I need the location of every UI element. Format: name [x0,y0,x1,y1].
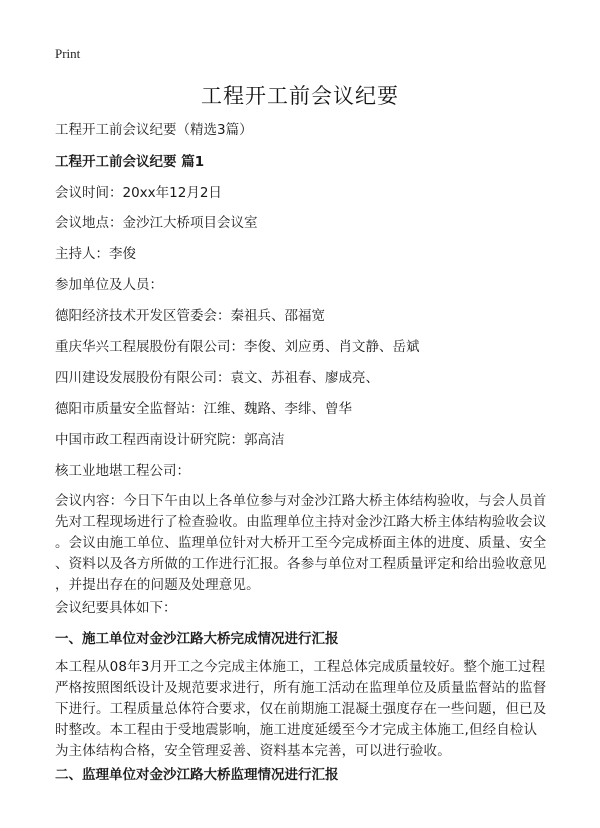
section-heading: 一、施工单位对金沙江路大桥完成情况进行汇报 [55,631,339,647]
participant-line: 核工业地堪工程公司： [55,463,190,479]
construction-report-paragraph [55,657,550,762]
meeting-time: 会议时间：20xx年12月2日 [55,185,222,201]
paragraph-line: 为主体结构合格，安全管理妥善、资料基本完善，可以进行验收。 [55,743,451,759]
meeting-place: 会议地点：金沙江大桥项目会议室 [55,215,258,231]
print-label: Print [55,46,81,61]
paragraph-line: 、资料以及各方所做的工作进行汇报。各参与单位对工程质量评定和给出验收意见 [55,556,547,572]
paragraph-line: ，并提出存在的问题及处理意见。 [55,577,260,593]
paragraph-line: 本工程从08年3月开工之今完成主体施工，工程总体完成质量较好。整个施工过程 [55,659,546,675]
page-title: 工程开工前会议纪要 [201,84,399,108]
meeting-host: 主持人：李俊 [55,246,136,262]
participant-line: 德阳经济技术开发区管委会：秦祖兵、邵福宽 [55,308,325,324]
participant-line: 德阳市质量安全监督站：江维、魏路、李绯、曾华 [55,401,352,417]
section-title: 工程开工前会议纪要 篇1 [55,154,205,170]
paragraph-line: 先对工程现场进行了检查验收。由监理单位主持对金沙江路大桥主体结构验收会议 [55,514,547,530]
participant-line: 四川建设发展股份有限公司：袁文、苏祖春、廖成亮、 [55,370,379,386]
participant-line: 中国市政工程西南设计研究院：郭高洁 [55,432,285,448]
paragraph-line: 严格按照图纸设计及规范要求进行，所有施工活动在监理单位及质量监督站的监督 [55,680,547,696]
paragraph-line: 。会议由施工单位、监理单位针对大桥开工至今完成桥面主体的进度、质量、安全 [55,535,547,551]
participant-line: 重庆华兴工程展股份有限公司：李俊、刘应勇、肖文静、岳斌 [55,339,420,355]
summary-label: 会议纪要具体如下： [55,600,177,616]
document-subtitle: 工程开工前会议纪要（精选3篇） [55,122,253,138]
paragraph-line: 下进行。工程质量总体符合要求，仅在前期施工混凝土强度存在一些问题，但已及 [55,701,547,717]
paragraph-line: 会议内容：今日下午由以上各单位参与对金沙江路大桥主体结构验收，与会人员首 [55,493,547,509]
section-heading: 二、监理单位对金沙江路大桥监理情况进行汇报 [55,767,339,783]
paragraph-line: 时整改。本工程由于受地震影响，施工进度延缓至今才完成主体施工,但经自检认 [55,722,538,738]
participants-label: 参加单位及人员： [55,277,163,293]
meeting-content-paragraph [55,491,550,596]
